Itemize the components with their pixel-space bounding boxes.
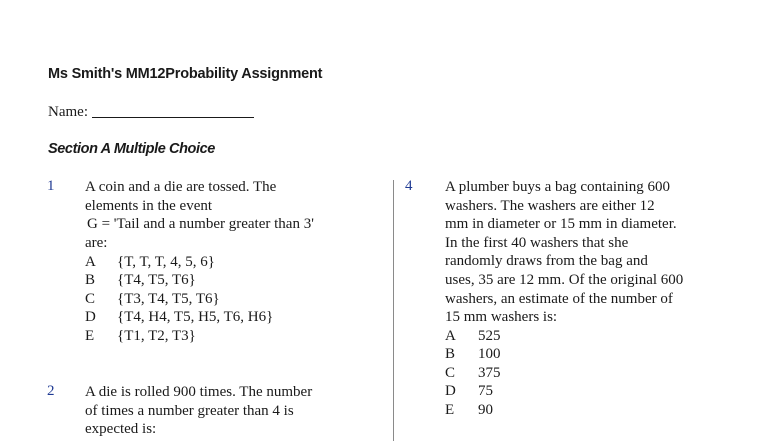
question-4-line: mm in diameter or 15 mm in diameter. [445,216,677,233]
option-letter: C [85,290,96,307]
question-1-line: G = 'Tail and a number greater than 3' [87,216,314,233]
section-heading: Section A Multiple Choice [48,141,215,157]
option-text: {T4, T5, T6} [117,272,196,289]
option-row [445,364,501,382]
option-text: {T3, T4, T5, T6} [117,290,220,307]
name-blank-line [92,117,254,118]
question-2-text [85,383,312,439]
question-1-line: A coin and a die are tossed. The [85,179,277,195]
option-letter: B [445,346,456,363]
question-4-number: 4 [405,178,413,194]
option-letter: A [445,328,456,344]
option-text: {T4, H4, T5, H5, T6, H6} [117,309,274,326]
question-4-line: washers, an estimate of the number of [445,290,673,307]
name-line [48,104,254,121]
option-row [85,290,273,308]
question-2-number: 2 [47,383,55,399]
question-4-line: washers. The washers are either 12 [445,197,655,214]
option-letter: E [445,401,455,418]
option-letter: D [445,383,456,400]
question-2-line: of times a number greater than 4 is [85,402,294,419]
question-1-options [85,253,273,345]
option-letter: A [85,254,96,270]
question-1-line: are: [85,234,108,251]
question-2-line: A die is rolled 900 times. The number [85,384,313,400]
option-text: {T, T, T, 4, 5, 6} [117,254,216,270]
question-1-line: elements in the event [85,197,213,214]
option-text: 375 [478,364,501,381]
question-4-line: A plumber buys a bag containing 600 [445,179,670,195]
option-row [85,327,273,345]
option-row [85,253,273,271]
question-4-line: randomly draws from the bag and [445,253,648,270]
document-title: Ms Smith's MM12Probability Assignment [48,66,323,82]
question-1-number: 1 [47,178,55,194]
option-row [85,271,273,289]
question-4-line: uses, 35 are 12 mm. Of the original 600 [445,271,684,288]
option-row [445,382,501,400]
option-row [85,308,273,326]
option-row [445,327,501,345]
option-row [445,345,501,363]
option-letter: C [445,364,456,381]
option-row [445,401,501,419]
option-letter: E [85,327,95,344]
question-4-text [445,178,683,327]
option-letter: B [85,272,96,289]
option-text: {T1, T2, T3} [117,327,196,344]
option-text: 100 [478,346,501,363]
option-text: 525 [478,328,501,344]
question-1-text [85,178,314,252]
question-2-line: expected is: [85,421,157,438]
question-4-line: In the first 40 washers that she [445,234,629,251]
name-label: Name: [48,104,88,120]
question-4-options [445,327,501,419]
question-4-line: 15 mm washers is: [445,309,558,326]
option-text: 90 [478,401,493,418]
option-letter: D [85,309,96,326]
column-divider [393,180,394,441]
option-text: 75 [478,383,493,400]
